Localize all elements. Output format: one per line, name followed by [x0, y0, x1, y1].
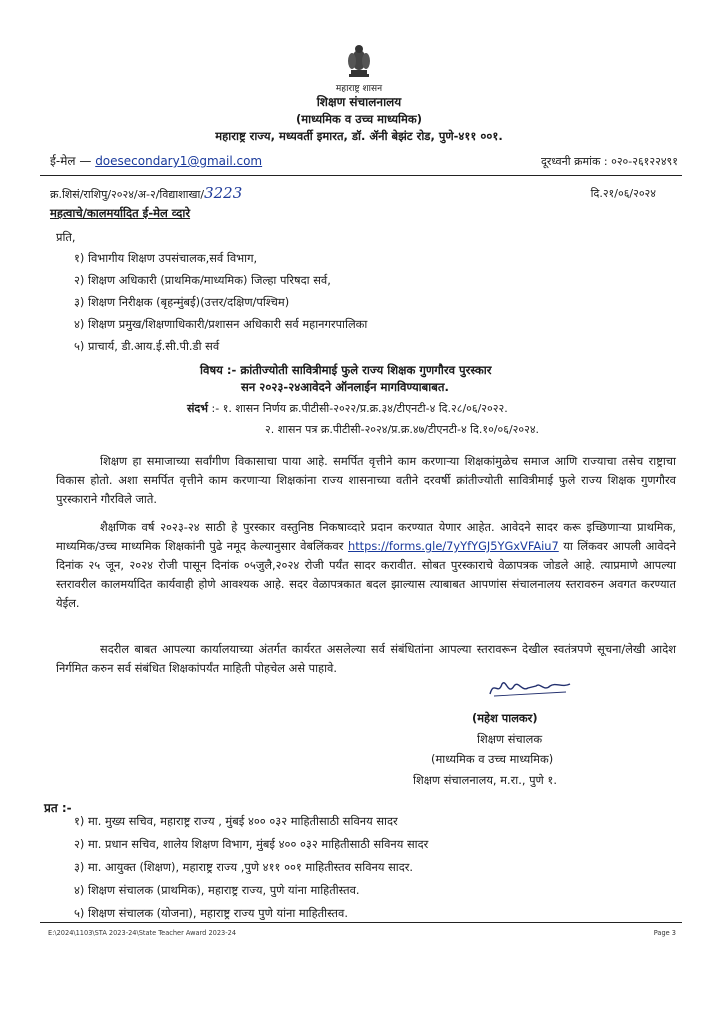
reference-label: संदर्भ — [187, 402, 209, 415]
signature-scribble — [488, 676, 572, 700]
letter-date: दि.२१/०६/२०२४ — [590, 187, 656, 200]
header-sub: (माध्यमिक व उच्च माध्यमिक) — [296, 112, 422, 126]
copies-list — [74, 814, 428, 921]
recipients-list — [74, 251, 367, 354]
handwritten-number: 3223 — [204, 184, 243, 202]
header-gov: महाराष्ट्र शासन — [335, 84, 383, 94]
copies-label: प्रत :- — [44, 801, 72, 815]
state-emblem-icon — [345, 40, 373, 80]
signatory-title: शिक्षण संचालक — [477, 732, 543, 746]
recipients-label: प्रति, — [56, 230, 76, 244]
list-item: २) शिक्षण अधिकारी (प्राथमिक/माध्यमिक) जिल्हा परिषदा सर्व, — [74, 273, 331, 287]
footer-divider — [40, 922, 682, 923]
reference-2: २. शासन पत्र क्र.पीटीसी-२०२४/प्र.क्र.४७/टीएनटी-४ दि.१०/०६/२०२४. — [265, 423, 540, 436]
signatory-sub: (माध्यमिक व उच्च माध्यमिक) — [431, 752, 554, 766]
signatory-office: शिक्षण संचालनालय, म.रा., पुणे १. — [413, 773, 557, 787]
list-item: ४) शिक्षण प्रमुख/शिक्षणाधिकारी/प्रशासन अधिकारी सर्व महानगरपालिका — [74, 317, 368, 331]
list-item: ३) शिक्षण निरीक्षक (बृहन्मुंबई)(उत्तर/दक्षिण/पश्चिम) — [74, 295, 290, 309]
phone: दूरध्वनी क्रमांक : ०२०-२६१२२४९१ — [541, 155, 678, 168]
list-item: ५) शिक्षण संचालक (योजना), महाराष्ट्र राज्य पुणे यांना माहितीस्तव. — [74, 906, 348, 920]
paragraph-2: शैक्षणिक वर्ष २०२३-२४ साठी हे पुरस्कार वस्तुनिष्ठ निकषाव्दारे प्रदान करण्यात येणार आहेत. आवेदने सादर करू इच्छिणाऱ्या प्राथमिक, माध्यमिक/उच्च माध्यमिक शिक्षकांनी पुढे नमूद केल्यानुसार वेबलिंकवर https://forms.gle/7yYfYGJ5YGxVFAiu7 या लिंकवर आपली आवेदने दिनांक २५ जून, २०२४ रोजी पासून दिनांक ०५जुलै,२०२४ रोजी पर्यंत सादर करावीत. सोबत पुरस्काराचे वेळापत्रक जोडले आहे. त्याप्रमाणे आपल्या स्तरावरील कालमर्यादित कार्यवाही होणे आवश्यक आहे. सदर वेळापत्रकात बदल झाल्यास त्याबाबत आपणांस संचालनालय स्तरावरुन अवगत करण्यात येईल. — [56, 520, 677, 610]
header-divider — [40, 175, 682, 176]
signatory-name: (महेश पालकर) — [472, 711, 538, 725]
subject-line1: विषय :- क्रांतीज्योती सावित्रीमाई फुले राज्य शिक्षक गुणगौरव पुरस्कार — [200, 363, 492, 377]
header-address: महाराष्ट्र राज्य, मध्यवर्ती इमारत, डॉ. ॲनी बेझंट रोड, पुणे-४११ ००१. — [215, 129, 503, 143]
header-office: शिक्षण संचालनालय — [316, 95, 402, 109]
subject-line2: सन २०२३-२४आवेदने ऑनलाईन मागविण्याबाबत. — [241, 380, 449, 394]
paragraph-3: सदरील बाबत आपल्या कार्यालयाच्या अंतर्गत कार्यरत असलेल्या सर्व संबंधितांना आपल्या स्तरावरून देखील स्वतंत्रपणे सूचना/लेखी आदेश निर्गमित करुन सर्व संबंधित शिक्षकांपर्यंत माहिती पोहचेल असे पाहावे. — [56, 642, 676, 675]
email-link[interactable]: doesecondary1@gmail.com — [95, 154, 263, 168]
footer-path: E:\2024\1103\STA 2023-24\State Teacher Award 2023-24 — [48, 929, 237, 937]
urgent-note: महत्वाचे/कालमर्यादित ई-मेल व्दारे — [50, 206, 191, 220]
reference-1: संदर्भ :- १. शासन निर्णय क्र.पीटीसी-२०२२/प्र.क्र.३४/टीएनटी-४ दि.२८/०६/२०२२. — [187, 402, 508, 415]
footer-page: Page 3 — [653, 929, 676, 937]
email-row — [50, 154, 262, 169]
list-item: १) मा. मुख्य सचिव, महाराष्ट्र राज्य , मुंबई ४०० ०३२ माहितीसाठी सविनय सादर — [74, 814, 398, 828]
reference-number: क्र.शिसं/राशिपु/२०२४/अ-२/विद्याशाखा/3223 — [50, 184, 243, 202]
email-label: ई-मेल — — [50, 154, 92, 168]
paragraph-1: शिक्षण हा समाजाच्या सर्वांगीण विकासाचा पाया आहे. समर्पित वृत्तीने काम करणाऱ्या शिक्षकांमुळेच समाज आणि राज्याचा तसेच राष्ट्राचा विकास होतो. अशा समर्पित वृत्तीने काम करणाऱ्या शिक्षकांना राज्य शासनाच्या वतीने दरवर्षी क्रांतीज्योती सावित्रीमाई फुले राज्य शिक्षक गुणगौरव पुरस्काराने गौरविले जाते. — [56, 454, 676, 506]
list-item: ५) प्राचार्य, डी.आय.ई.सी.पी.डी सर्व — [74, 339, 220, 353]
list-item: ४) शिक्षण संचालक (प्राथमिक), महाराष्ट्र राज्य, पुणे यांना माहितीस्तव. — [74, 883, 360, 897]
list-item: १) विभागीय शिक्षण उपसंचालक,सर्व विभाग, — [74, 251, 258, 265]
list-item: २) मा. प्रधान सचिव, शालेय शिक्षण विभाग, मुंबई ४०० ०३२ माहितीसाठी सविनय सादर — [74, 837, 429, 851]
list-item: ३) मा. आयुक्त (शिक्षण), महाराष्ट्र राज्य ,पुणे ४११ ००१ माहितीस्तव सविनय सादर. — [74, 860, 414, 874]
form-link[interactable]: https://forms.gle/7yYfYGJ5YGxVFAiu7 — [347, 539, 559, 553]
